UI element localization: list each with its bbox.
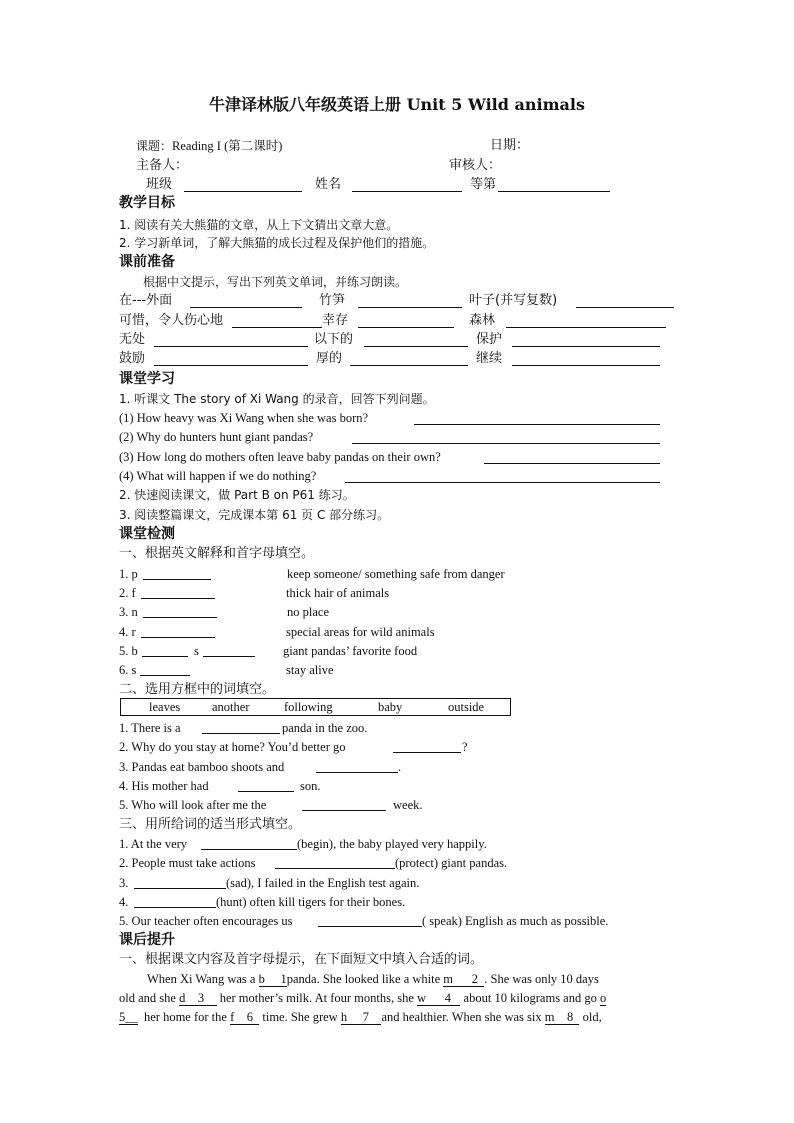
sentence-blank[interactable]: [302, 798, 386, 811]
sentence-start: 3. Pandas eat bamboo shoots and: [119, 760, 285, 774]
sentence-start: 5. Our teacher often encourages us: [119, 914, 293, 928]
fill-def: stay alive: [286, 663, 334, 677]
prep-word: 在---外面: [119, 293, 173, 308]
passage-gap[interactable]: o: [600, 991, 607, 1005]
prep-blank[interactable]: [364, 333, 468, 347]
prep-blank[interactable]: [576, 294, 674, 308]
box-word: another: [212, 700, 250, 714]
fill-num: 2. f: [119, 586, 136, 600]
passage-line: 5__ her home for the f 6 time. She grew h 7 and healthier. When she was six m 8 old,: [119, 1010, 602, 1024]
question: (4) What will happen if we do nothing?: [119, 469, 317, 483]
prep-word: 鼓励: [119, 351, 146, 366]
reviewer-label: 审核人：: [449, 158, 502, 173]
passage-gap[interactable]: m 8: [544, 1010, 580, 1024]
sentence-start: 5. Who will look after me the: [119, 798, 267, 812]
sentence-end: week.: [393, 798, 423, 812]
sentence-blank[interactable]: [134, 895, 216, 908]
passage-gap[interactable]: b 1: [258, 972, 287, 986]
passage-gap[interactable]: d 3: [179, 991, 217, 1005]
prep-word: 以下的: [314, 332, 354, 347]
fill-def: no place: [287, 605, 329, 619]
prep-blank[interactable]: [154, 333, 308, 347]
box-word: following: [284, 700, 333, 714]
sentence-start: 2. People must take actions: [119, 856, 256, 870]
sentence-end: .: [398, 760, 402, 774]
sentence-end: panda in the zoo.: [282, 721, 368, 735]
prep-blank[interactable]: [350, 352, 468, 366]
lesson-line: [136, 138, 282, 154]
sentence-end: (hunt) often kill tigers for their bones.: [216, 895, 406, 909]
lesson-label: 课题：: [136, 139, 173, 153]
word-box: [120, 698, 511, 716]
sentence-blank[interactable]: [316, 760, 398, 773]
passage-gap[interactable]: w 4: [417, 991, 461, 1005]
sentence-start: 4.: [119, 895, 129, 909]
prep-word: 竹笋: [319, 293, 346, 308]
fill-num: 4. r: [119, 625, 136, 639]
sentence-blank[interactable]: [201, 837, 297, 850]
prep-blank[interactable]: [190, 294, 302, 308]
question: (2) Why do hunters hunt giant pandas?: [119, 430, 314, 444]
question: (1) How heavy was Xi Wang when she was born?: [119, 411, 369, 425]
goal-item: 1. 阅读有关大熊猫的文章，从上下文猜出文章大意。: [119, 218, 399, 232]
preparer-label: 主备人：: [136, 158, 189, 173]
prep-blank[interactable]: [512, 333, 660, 347]
sentence-end: son.: [300, 779, 321, 793]
part-title: 一、根据英文解释和首字母填空。: [119, 546, 315, 561]
prep-blank[interactable]: [358, 314, 454, 328]
prep-word: 可惜，令人伤心地: [119, 313, 224, 328]
fill-blank[interactable]: [140, 663, 190, 676]
sentence-start: 3.: [119, 876, 129, 890]
prep-blank[interactable]: [154, 352, 308, 366]
class-label: 班级: [146, 177, 173, 192]
date-label: 日期：: [490, 138, 530, 153]
part-title: 一、根据课文内容及首字母提示，在下面短文中填入合适的词。: [119, 952, 484, 967]
study-line: 1. 听课文 The story of Xi Wang 的录音，回答下列问题。: [119, 392, 435, 406]
box-word: outside: [448, 700, 485, 714]
prep-blank[interactable]: [232, 314, 322, 328]
part-title: 二、选用方框中的词填空。: [119, 682, 276, 697]
fill-def: special areas for wild animals: [286, 625, 435, 639]
after-heading: 课后提升: [119, 932, 175, 948]
prep-word: 幸存: [322, 313, 349, 328]
sentence-blank[interactable]: [275, 856, 395, 869]
fill-def: giant pandas’ favorite food: [283, 644, 418, 658]
fill-num: 6. s: [119, 663, 137, 677]
fill-blank[interactable]: [141, 625, 215, 638]
passage-line: old and she d 3 her mother’s milk. At four months, she w 4 about 10 kilograms and go o: [119, 991, 607, 1005]
sentence-end: (begin), the baby played very happily.: [297, 837, 487, 851]
sentence-blank[interactable]: [318, 914, 422, 927]
question: (3) How long do mothers often leave baby pandas on their own?: [119, 450, 441, 464]
study-line: 2. 快速阅读课文，做 Part B on P61 练习。: [119, 488, 355, 502]
study-heading: 课堂学习: [119, 371, 175, 387]
fill-blank[interactable]: [143, 567, 211, 580]
passage-gap[interactable]: h 7: [340, 1010, 382, 1024]
sentence-blank[interactable]: [202, 721, 280, 734]
part-title: 三、用所给词的适当形式填空。: [119, 817, 302, 832]
class-field[interactable]: [184, 178, 302, 192]
sentence-end: (sad), I failed in the English test again.: [226, 876, 420, 890]
sentence-start: 4. His mother had: [119, 779, 209, 793]
check-heading: 课堂检测: [119, 526, 175, 542]
grade-field[interactable]: [498, 178, 610, 192]
fill-blank[interactable]: [141, 586, 215, 599]
prep-word: 叶子(并写复数): [469, 293, 558, 308]
sentence-end: ?: [462, 740, 468, 754]
prep-heading: 课前准备: [119, 254, 175, 270]
prep-blank[interactable]: [358, 294, 462, 308]
prep-blank[interactable]: [506, 314, 666, 328]
prep-blank[interactable]: [512, 352, 660, 366]
sentence-start: 2. Why do you stay at home? You’d better go: [119, 740, 346, 754]
answer-line[interactable]: [352, 430, 660, 444]
prep-word: 无处: [119, 332, 146, 347]
goal-item: 2. 学习新单词，了解大熊猫的成长过程及保护他们的措施。: [119, 236, 435, 250]
sentence-blank[interactable]: [393, 740, 461, 753]
prep-instruction: 根据中文提示，写出下列英文单词，并练习朗读。: [143, 275, 408, 289]
answer-line[interactable]: [484, 450, 660, 464]
sentence-blank[interactable]: [238, 779, 294, 792]
answer-line[interactable]: [414, 411, 660, 425]
fill-def: keep someone/ something safe from danger: [287, 567, 505, 581]
grade-label: 等第: [470, 177, 497, 192]
sentence-end: (protect) giant pandas.: [395, 856, 508, 870]
sentence-start: 1. At the very: [119, 837, 188, 851]
box-word: baby: [378, 700, 403, 714]
sentence-start: 1. There is a: [119, 721, 181, 735]
fill-blank[interactable]: [203, 644, 255, 657]
page-title: 牛津译林版八年级英语上册 Unit 5 Wild animals: [209, 95, 585, 114]
answer-line[interactable]: [345, 469, 660, 483]
fill-mid: s: [194, 644, 199, 658]
name-label: 姓名: [315, 177, 342, 192]
fill-num: 1. p: [119, 567, 138, 581]
fill-blank[interactable]: [143, 605, 217, 618]
fill-blank[interactable]: [142, 644, 188, 657]
box-word: leaves: [149, 700, 181, 714]
passage-line: When Xi Wang was a b 1panda. She looked like a white m 2 . She was only 10 days: [147, 972, 599, 986]
prep-word: 继续: [476, 351, 503, 366]
name-field[interactable]: [352, 178, 462, 192]
prep-word: 厚的: [316, 351, 343, 366]
prep-word: 保护: [476, 332, 503, 347]
study-line: 3. 阅读整篇课文，完成课本第 61 页 C 部分练习。: [119, 508, 390, 522]
passage-gap[interactable]: 5__: [119, 1010, 138, 1024]
lesson-value: Reading I (第二课时): [172, 139, 283, 153]
fill-def: thick hair of animals: [286, 586, 390, 600]
passage-gap[interactable]: m 2: [443, 972, 485, 986]
goals-heading: 教学目标: [119, 195, 175, 211]
passage-gap[interactable]: f 6: [230, 1010, 260, 1024]
fill-num: 5. b: [119, 644, 138, 658]
sentence-blank[interactable]: [134, 876, 226, 889]
sentence-end: ( speak) English as much as possible.: [422, 914, 609, 928]
prep-word: 森林: [469, 313, 496, 328]
fill-num: 3. n: [119, 605, 138, 619]
